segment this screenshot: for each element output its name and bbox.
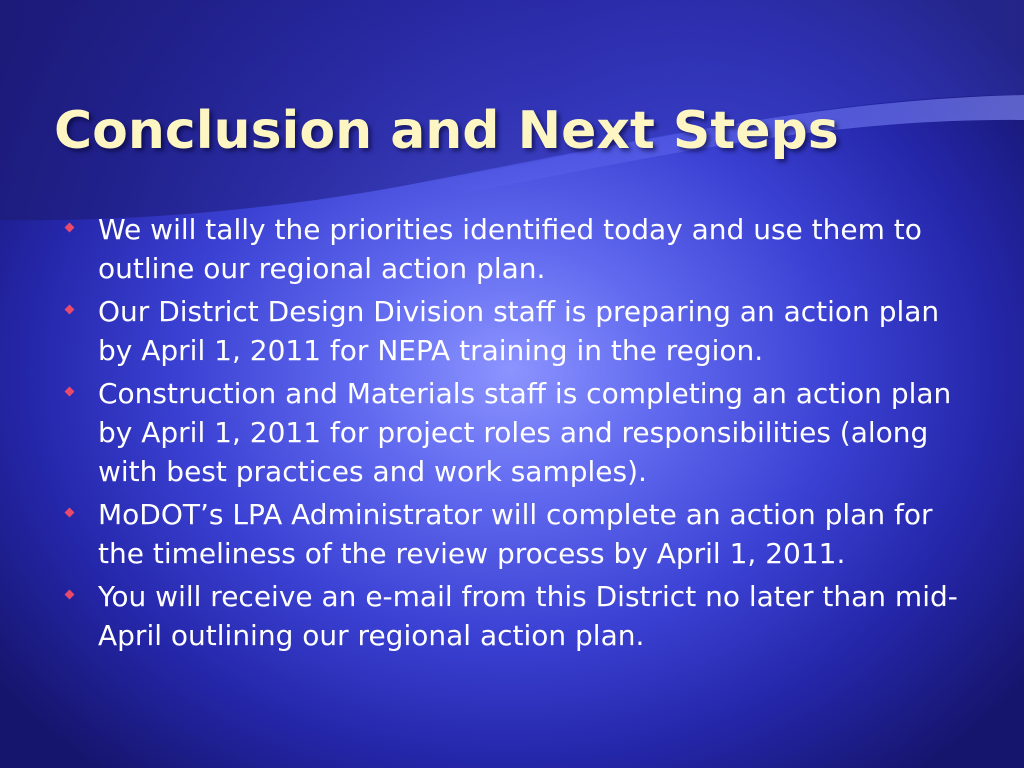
bullet-text: Construction and Materials staff is completing an action plan by April 1, 2011 for project roles and responsibilities (along with best practices and work samples). (98, 377, 952, 488)
bullet-text: We will tally the priorities identified today and use them to outline our regional action plan. (98, 213, 922, 285)
bullet-text: You will receive an e-mail from this District no later than mid-April outlining our regional action plan. (98, 580, 958, 652)
diamond-bullet-icon (65, 305, 75, 315)
bullet-list (62, 210, 972, 659)
slide-title: Conclusion and Next Steps (54, 101, 839, 161)
diamond-bullet-icon (65, 223, 75, 233)
list-item (62, 210, 972, 288)
list-item (62, 577, 972, 655)
diamond-bullet-icon (65, 508, 75, 518)
diamond-bullet-icon (65, 590, 75, 600)
list-item (62, 292, 972, 370)
bullet-text: MoDOT’s LPA Administrator will complete an action plan for the timeliness of the review process by April 1, 2011. (98, 498, 933, 570)
bullet-text: Our District Design Division staff is preparing an action plan by April 1, 2011 for NEPA training in the region. (98, 295, 940, 367)
list-item (62, 374, 972, 491)
diamond-bullet-icon (65, 387, 75, 397)
list-item (62, 495, 972, 573)
